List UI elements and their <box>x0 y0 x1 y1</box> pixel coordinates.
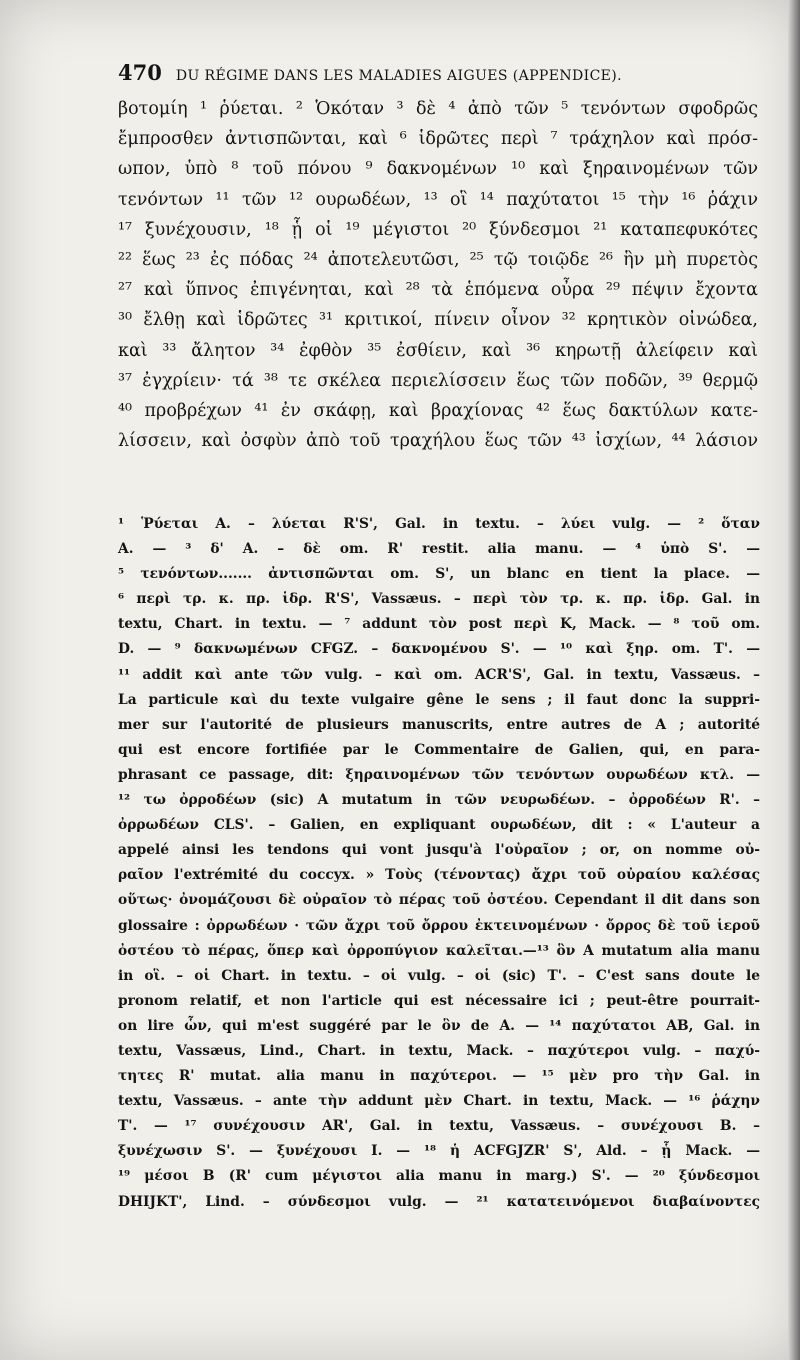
footnote-line: pronom relatif, et non l'article qui est nécessaire ici ; peut-être pourrait- <box>118 992 760 1009</box>
footnote-line: in οἳ. – οἱ Chart. in textu. – οἱ vulg. – οἱ (sic) T'. – C'est sans doute le <box>118 967 760 984</box>
main-text-line: ¹⁷ ξυνέχουσιν, ¹⁸ ᾗ οἱ ¹⁹ μέγιστοι ²⁰ ξύνδεσμοι ²¹ καταπεφυκότες <box>118 219 758 240</box>
main-text-line: καὶ ³³ ἄλητον ³⁴ ἐφθὸν ³⁵ ἐσθίειν, καὶ ³⁶ κηρωτῇ ἀλείφειν καὶ <box>118 340 758 361</box>
footnote-line: ὀρρωδέων CLS'. – Galien, en expliquant ουρωδέων, dit : « L'auteur a <box>118 817 760 834</box>
footnote-line: mer sur l'autorité de plusieurs manuscrits, entre autres de A ; autorité <box>118 716 760 733</box>
greek-main-text <box>118 94 758 456</box>
main-text-line: ²² ἕως ²³ ἐς πόδας ²⁴ ἀποτελευτῶσι, ²⁵ τῷ τοιῷδε ²⁶ ἣν μὴ πυρετὸς <box>118 249 758 270</box>
main-text-line: βοτομίη ¹ ῥύεται. ² Ὁκόταν ³ δὲ ⁴ ἀπὸ τῶν ⁵ τενόντων σφοδρῶς <box>118 99 758 119</box>
footnote-line: appelé ainsi les tendons qui vont jusqu'à l'οὐραῖον ; or, on nomme οὐ- <box>118 842 760 859</box>
footnote-line: DHIJKT', Lind. – σύνδεσμοι vulg. — ²¹ κατατεινόμενοι διαβαίνοντες <box>118 1193 760 1210</box>
footnote-line: ξυνέχωσιν S'. — ξυνέχουσι I. — ¹⁸ ἡ ACFGJZR' S', Ald. – ᾗ Mack. — <box>118 1143 760 1160</box>
critical-apparatus-notes <box>118 512 760 1215</box>
main-text-line: ³⁰ ἔλθῃ καὶ ἱδρῶτες ³¹ κριτικοί, πίνειν οἶνον ³² κρητικὸν οἰνώδεα, <box>118 310 758 331</box>
footnote-line: glossaire : ὀρρωδέων · τῶν ἄχρι τοῦ ὄρρου ἐκτεινομένων · ὄρρος δὲ τοῦ ἱεροῦ <box>118 917 760 934</box>
footnote-line: ¹ Ῥύεται A. – λύεται R'S', Gal. in textu. – λύει vulg. — ² ὅταν <box>118 516 760 532</box>
main-text-line: λίσσειν, καὶ ὀσφὺν ἀπὸ τοῦ τραχήλου ἕως τῶν ⁴³ ἰσχίων, ⁴⁴ λάσιον <box>118 431 758 452</box>
footnote-line: ραῖον l'extrémité du coccyx. » Τοὺς (τένοντας) ἄχρι τοῦ οὐραίου καλέσας <box>118 867 760 884</box>
footnote-line: ¹² τω ὀρροδέων (sic) A mutatum in τῶν νευρωδέων. – ὀρροδέων R'. – <box>118 792 760 809</box>
footnote-line: A. — ³ δ' A. – δὲ om. R' restit. alia manu. — ⁴ ὑπὸ S'. — <box>118 541 760 558</box>
footnote-line: La particule καὶ du texte vulgaire gêne le sens ; il faut donc la suppri- <box>118 691 760 708</box>
footnote-line: D. — ⁹ δακνωμένων CFGZ. – δακνομένου S'. — ¹⁰ καὶ ξηρ. om. T'. — <box>118 641 760 658</box>
main-text-line: ²⁷ καὶ ὕπνος ἐπιγένηται, καὶ ²⁸ τὰ ἑπόμενα οὖρα ²⁹ πέψιν ἔχοντα <box>118 280 758 301</box>
page-header <box>118 60 738 85</box>
footnote-line: textu, Chart. in textu. — ⁷ addunt τὸν post περὶ K, Mack. — ⁸ τοῦ om. <box>118 616 760 633</box>
main-text-line: ἔμπροσθεν ἀντισπῶνται, καὶ ⁶ ἱδρῶτες περὶ ⁷ τράχηλον καὶ πρόσ- <box>118 129 758 150</box>
footnote-line: ⁶ περὶ τρ. κ. πρ. ἱδρ. R'S', Vassæus. – περὶ τὸν τρ. κ. πρ. ἱδρ. Gal. in <box>118 591 760 608</box>
footnote-line: phrasant ce passage, dit: ξηραινομένων τῶν τενόντων ουρωδέων κτλ. — <box>118 766 760 783</box>
footnote-line: T'. — ¹⁷ συνέχουσιν AR', Gal. in textu, Vassæus. – συνέχουσι B. – <box>118 1118 760 1135</box>
footnote-line: ⁵ τενόντων....... ἀντισπῶνται om. S', un blanc en tient la place. — <box>118 566 760 583</box>
main-text-line: ωπον, ὑπὸ ⁸ τοῦ πόνου ⁹ δακνομένων ¹⁰ καὶ ξηραινομένων τῶν <box>118 159 758 180</box>
footnote-line: οὕτως· ὀνομάζουσι δὲ οὐραῖον τὸ πέρας τοῦ ὀστέου. Cependant il dit dans son <box>118 892 760 909</box>
footnote-line: τητες R' mutat. alia manu in παχύτεροι. — ¹⁵ μὲν pro τὴν Gal. in <box>118 1068 760 1085</box>
footnote-line: ¹⁹ μέσοι B (R' cum μέγιστοι alia manu in marg.) S'. — ²⁰ ξύνδεσμοι <box>118 1168 760 1185</box>
footnote-line: ὀστέου τὸ πέρας, ὅπερ καὶ ὀρροπύγιον καλεῖται.—¹³ ὃν A mutatum alia manu <box>118 942 760 959</box>
footnote-line: textu, Vassæus. – ante τὴν addunt μὲν Chart. in textu, Mack. — ¹⁶ ῥάχην <box>118 1093 760 1110</box>
page-number: 470 <box>118 60 162 85</box>
footnote-line: on lire ὧν, qui m'est suggéré par le ὃν de A. — ¹⁴ παχύτατοι AB, Gal. in <box>118 1017 760 1034</box>
page-gutter-shadow <box>788 0 800 1360</box>
main-text-line: ⁴⁰ προβρέχων ⁴¹ ἐν σκάφῃ, καὶ βραχίονας ⁴² ἕως δακτύλων κατε- <box>118 400 758 421</box>
footnote-line: ¹¹ addit καὶ ante τῶν vulg. – καὶ om. ACR'S', Gal. in textu, Vassæus. – <box>118 666 760 683</box>
main-text-line: τενόντων ¹¹ τῶν ¹² ουρωδέων, ¹³ οἳ ¹⁴ παχύτατοι ¹⁵ τὴν ¹⁶ ῥάχιν <box>118 189 758 210</box>
footnote-line: textu, Vassæus, Lind., Chart. in textu, Mack. – παχύτεροι vulg. – παχύ- <box>118 1042 760 1059</box>
footnote-line: qui est encore fortifiée par le Commentaire de Galien, qui, en para- <box>118 741 760 758</box>
main-text-line: ³⁷ ἐγχρίειν· τά ³⁸ τε σκέλεα περιελίσσειν ἕως τῶν ποδῶν, ³⁹ θερμῷ <box>118 370 758 391</box>
running-title: DU RÉGIME DANS LES MALADIES AIGUES (APPENDICE). <box>175 68 623 84</box>
